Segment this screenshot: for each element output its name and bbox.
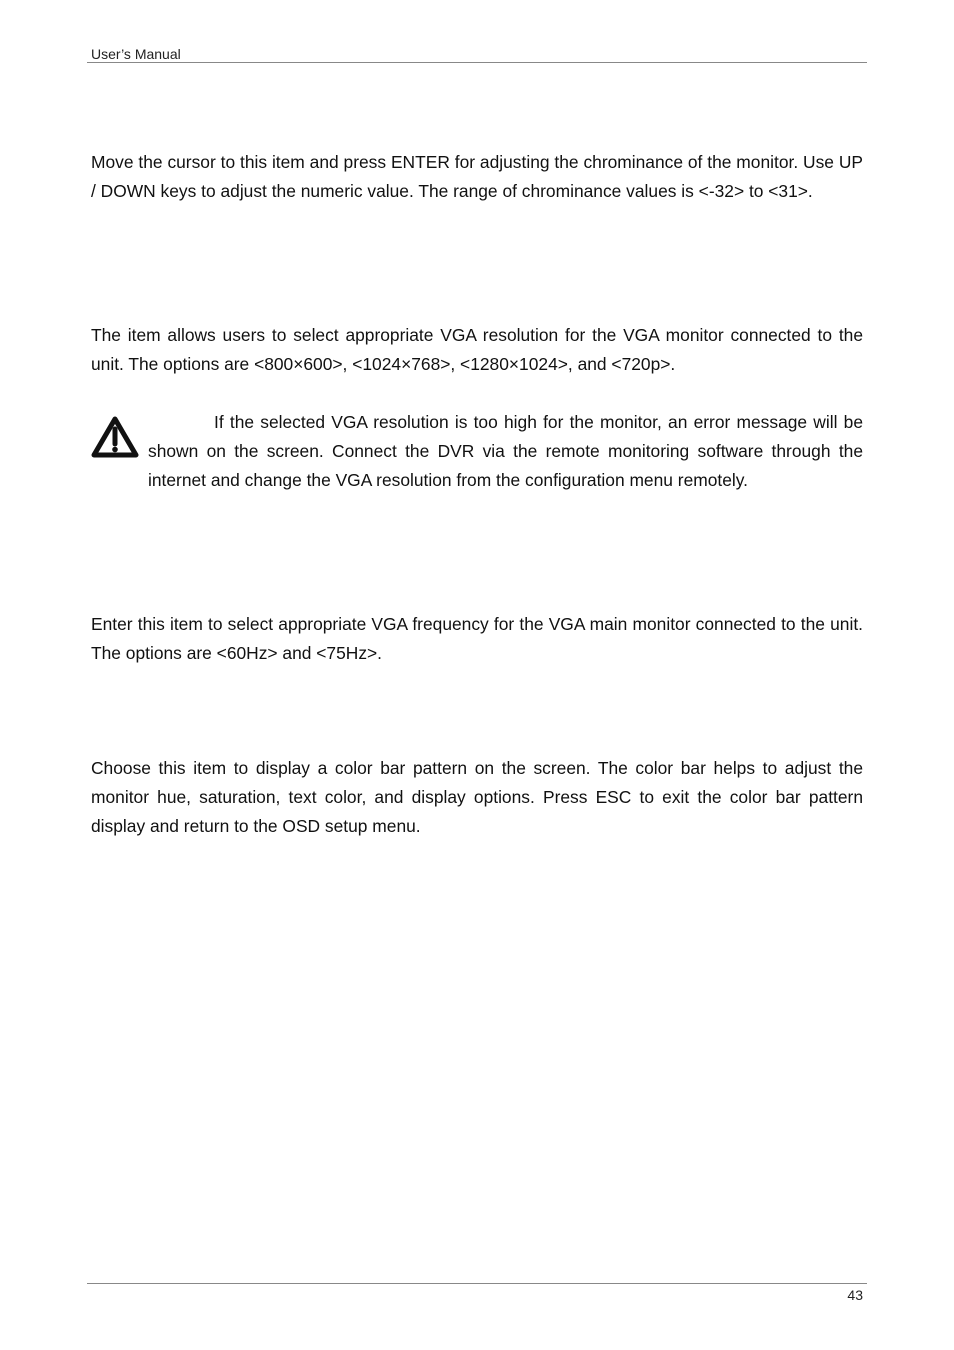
header-divider (87, 62, 867, 63)
page-number: 43 (847, 1287, 863, 1303)
footer-divider (87, 1283, 867, 1284)
vga-resolution-paragraph: The item allows users to select appropriate VGA resolution for the VGA monitor connected to the unit. The options are <800×600>, <1024×768>, <1280×1024>, and <720p>. (91, 325, 863, 374)
warning-triangle-icon (91, 415, 139, 459)
running-header: User’s Manual (91, 46, 181, 62)
chrominance-paragraph: Move the cursor to this item and press ENTER for adjusting the chrominance of the monitor. Use UP / DOWN keys to adjust the numeric value. The range of chrominance values is <-32> to <31>. (91, 152, 863, 201)
color-bar-paragraph: Choose this item to display a color bar pattern on the screen. The color bar helps to adjust the monitor hue, saturation, text color, and display options. Press ESC to exit the color bar pattern display and return to the OSD setup menu. (91, 758, 863, 836)
vga-frequency-paragraph: Enter this item to select appropriate VGA frequency for the VGA main monitor connected to the unit. The options are <60Hz> and <75Hz>. (91, 614, 863, 663)
warning-note-text: If the selected VGA resolution is too high for the monitor, an error message will be shown on the screen. Connect the DVR via the remote monitoring software through the internet and change the VGA resolution from the configuration menu remotely. (148, 412, 863, 490)
warning-note (91, 408, 863, 495)
